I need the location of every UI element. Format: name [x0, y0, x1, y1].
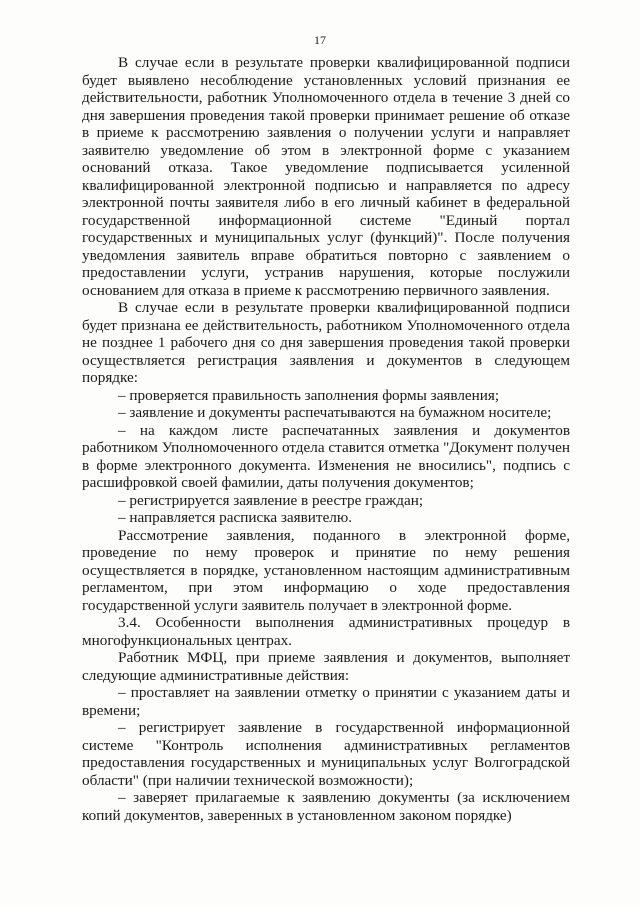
page-number: 17 — [314, 33, 326, 47]
list-item: – регистрируется заявление в реестре граждан; — [118, 491, 424, 509]
paragraph-mfc-intro: Работник МФЦ, при приеме заявления и документов, выполняет следующие административные действия: — [82, 649, 570, 684]
paragraph-signature-valid: В случае если в результате проверки квалифицированной подписи будет признана ее действительность, работником Уполномоченного отдела не позднее 1 рабочего дня со дня завершения проведения такой проверки осуществляется регистрация заявления и документов в следующем порядке: — [82, 299, 570, 386]
list-item: – направляется расписка заявителю. — [118, 509, 353, 526]
list-item: – проставляет на заявлении отметку о принятии с указанием даты и времени; — [82, 684, 570, 719]
paragraph-electronic-review: Рассмотрение заявления, поданного в электронной форме, проведение по нему проверок и принятие по нему решения осуществляется в порядке, установленном настоящим административным регламентом, при этом информацию о ходе предоставления государственной услуги заявитель получает в электронной форме. — [82, 526, 570, 614]
list-item: – проверяется правильность заполнения формы заявления; — [118, 386, 500, 404]
list-item: – регистрирует заявление в государственной информационной системе "Контроль исполнения административных регламентов предоставления государственных и муниципальных услуг Волгоградской области" (при наличии технической возможности); — [82, 719, 570, 789]
section-heading: 3.4. Особенности выполнения административных процедур в многофункциональных центрах. — [82, 614, 570, 649]
list-item: – заявление и документы распечатываются на бумажном носителе; — [118, 404, 552, 421]
paragraph-signature-invalid: В случае если в результате проверки квалифицированной подписи будет выявлено несоблюдение установленных условий признания ее действительности, работник Уполномоченного отдела в течение 3 дней со дня завершения проведения такой проверки принимает решение об отказе в приеме к рассмотрению заявления о получении услуги и направляет заявителю уведомление об этом в электронной форме с указанием оснований отказа. Такое уведомление подписывается усиленной квалифицированной электронной подписью и направляется по адресу электронной почты заявителя либо в его личный кабинет в федеральной государственной информационной системе "Единый портал государственных и муниципальных услуг (функций)". После получения уведомления заявитель вправе обратиться повторно с заявлением о предоставлении услуги, устранив нарушения, которые послужили основанием для отказа в приеме к рассмотрению первичного заявления. — [82, 54, 570, 299]
list-item: – заверяет прилагаемые к заявлению документы (за исключением копий документов, заверенных в установленном законом порядке) — [82, 789, 570, 824]
document-body — [82, 54, 570, 824]
list-item: – на каждом листе распечатанных заявления и документов работником Уполномоченного отдела ставится отметка "Документ получен в форме электронного документа. Изменения не вносились", подпись с расшифровкой своей фамилии, даты получения документов; — [82, 421, 570, 491]
